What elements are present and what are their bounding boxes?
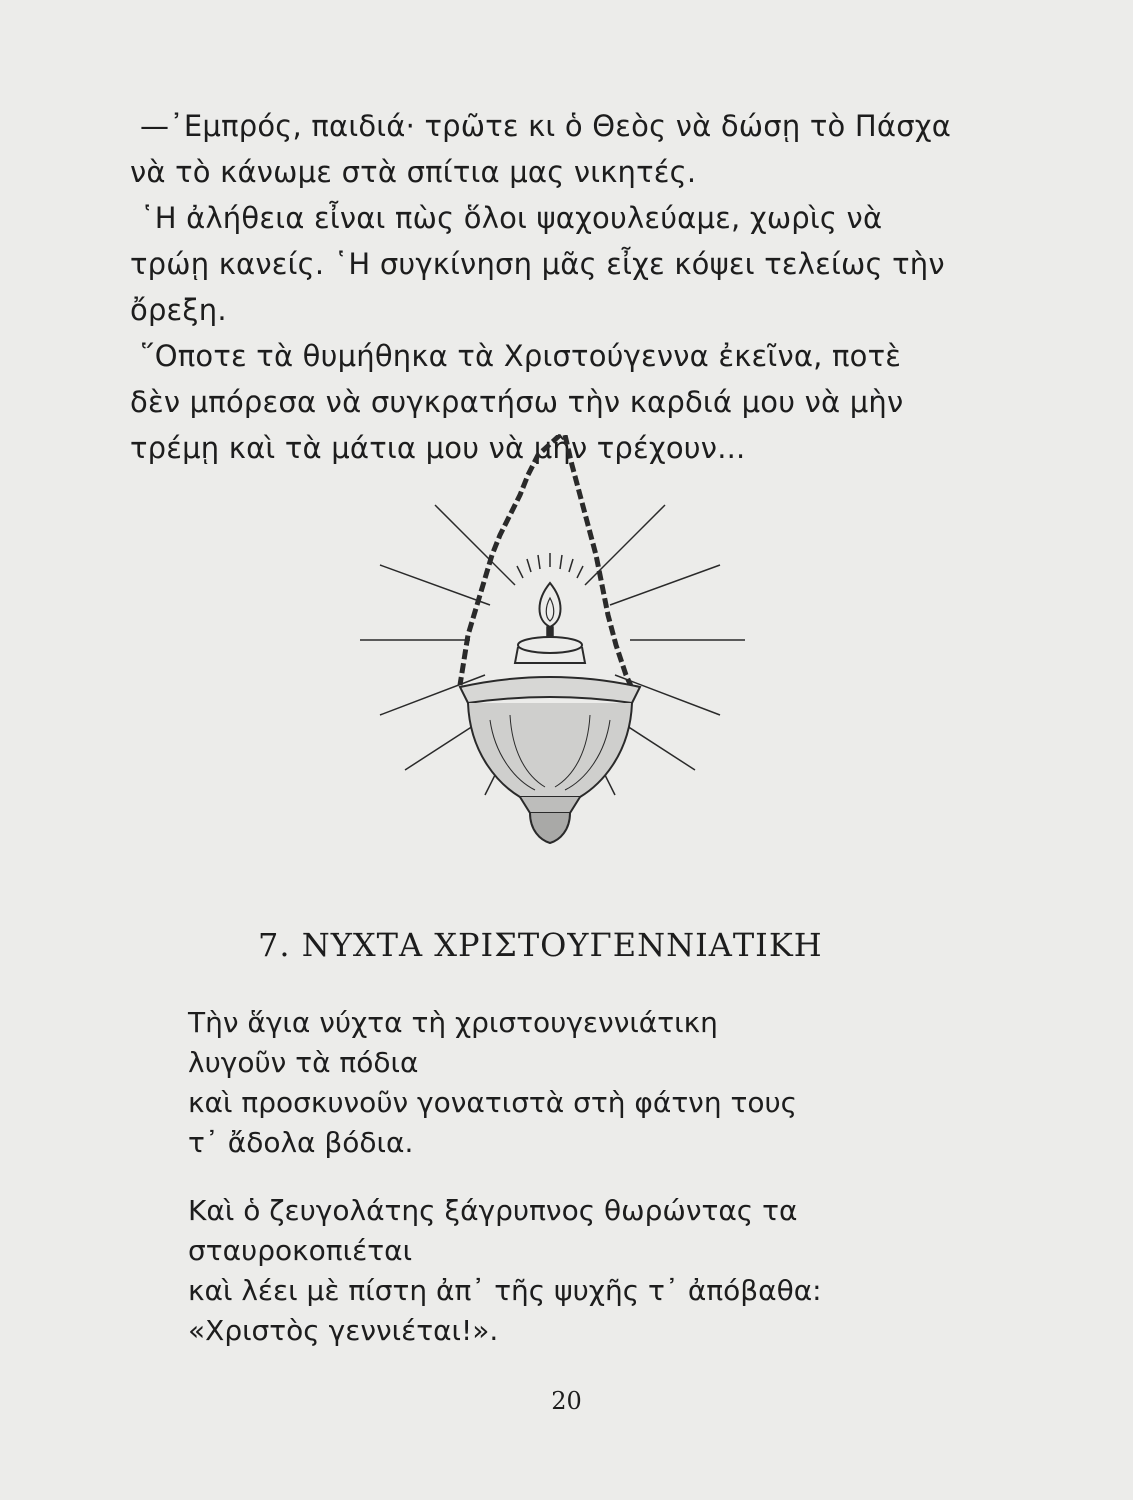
poem-stanza [188, 1191, 988, 1351]
poem [188, 1003, 988, 1379]
poem-line: Τὴν ἅγια νύχτα τὴ χριστουγεννιάτικη [188, 1006, 718, 1039]
chapter-title: 7. ΝΥΧΤΑ ΧΡΙΣΤΟΥΓΕΝΝΙΑΤΙΚΗ [258, 926, 823, 964]
poem-line: τ᾿ ἄδολα βόδια. [188, 1126, 414, 1159]
prose-paragraph: ῾Η ἀλήθεια εἶναι πὼς ὅλοι ψαχουλεύαμε, χωρὶς νὰ τρώῃ κανείς. ῾Η συγκίνηση μᾶς εἶχε κόψει τελείως τὴν ὄρεξη. [130, 201, 945, 327]
prose-paragraph: —᾿Εμπρός, παιδιά· τρῶτε κι ὁ Θεὸς νὰ δώσῃ τὸ Πάσχα νὰ τὸ κάνωμε στὰ σπίτια μας νικητές. [130, 109, 952, 189]
prose-block [130, 103, 960, 471]
poem-line: σταυροκοπιέται [188, 1234, 413, 1267]
oil-lamp-illustration [350, 435, 750, 865]
poem-line: καὶ λέει μὲ πίστη ἀπ᾿ τῆς ψυχῆς τ᾿ ἀπόβαθα: [188, 1274, 822, 1307]
poem-line: καὶ προσκυνοῦν γονατιστὰ στὴ φάτνη τους [188, 1086, 798, 1119]
prose-paragraph: ῞Οποτε τὰ θυμήθηκα τὰ Χριστούγεννα ἐκεῖνα, ποτὲ δὲν μπόρεσα νὰ συγκρατήσω τὴν καρδιά μου νὰ μὴν τρέμῃ καὶ τὰ μάτια μου νὰ μὴν τρέχουν... [130, 339, 904, 465]
poem-line: «Χριστὸς γεννιέται!». [188, 1314, 499, 1347]
poem-stanza [188, 1003, 988, 1163]
page-number: 20 [551, 1387, 582, 1415]
poem-line: λυγοῦν τὰ πόδια [188, 1046, 419, 1079]
poem-line: Καὶ ὁ ζευγολάτης ξάγρυπνος θωρώντας τα [188, 1194, 798, 1227]
